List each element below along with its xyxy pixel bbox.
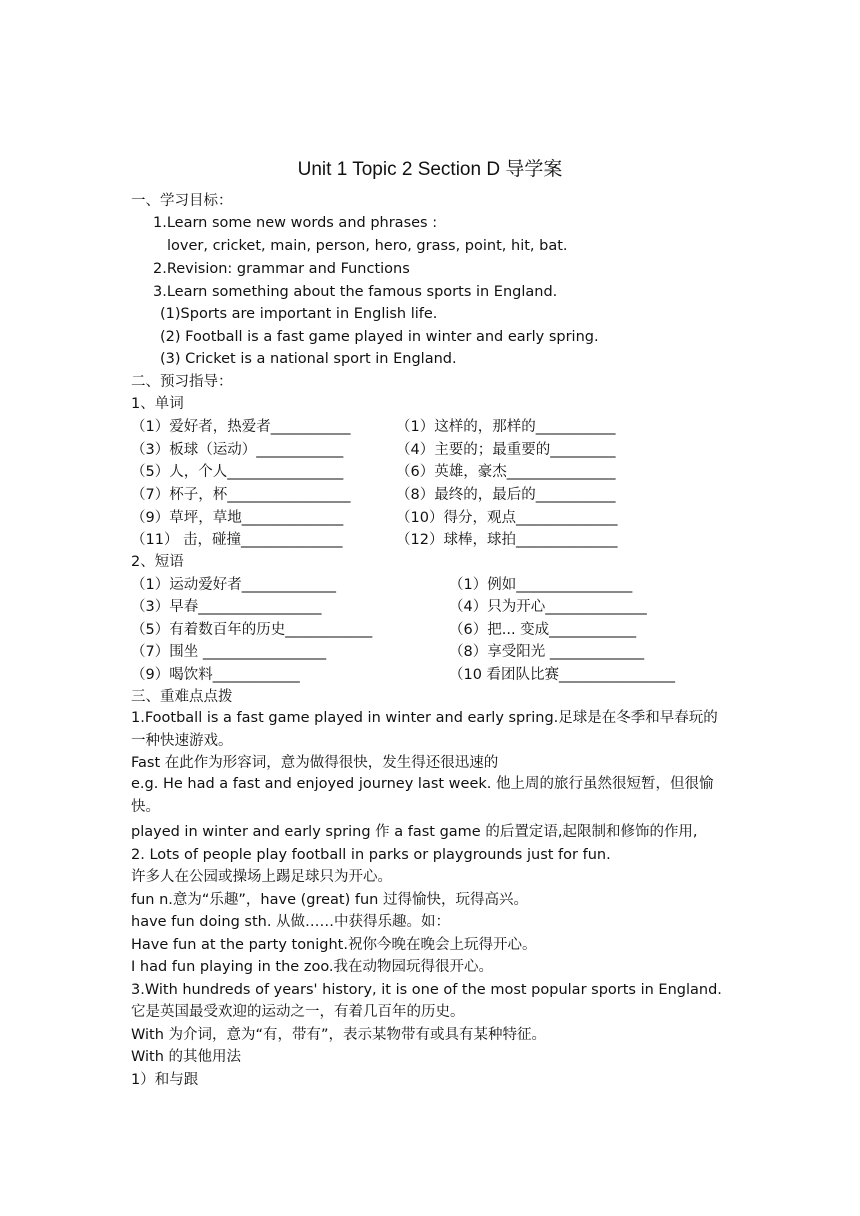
section-1-heading: 一、学习目标： xyxy=(131,193,233,209)
phrase-item: （1）例如________________ xyxy=(449,577,633,593)
vocab-heading: 1、单词 xyxy=(131,396,184,412)
vocab-item: （1）爱好者，热爱者___________ xyxy=(131,419,351,435)
point-3-with-note: With 为介词，意为“有，带有”，表示某物带有或具有某种特征。 xyxy=(131,1027,547,1043)
phrase-item: （1）运动爱好者_____________ xyxy=(131,577,336,593)
point-2: 2. Lots of people play football in parks or playgrounds just for fun. xyxy=(131,847,611,863)
vocab-item: （9）草坪，草地______________ xyxy=(131,510,344,526)
point-3-with-other-uses: With 的其他用法 xyxy=(131,1049,242,1065)
vocab-item: （10）得分，观点______________ xyxy=(396,510,618,526)
point-3: 3.With hundreds of years' history, it is one of the most popular sports in England. xyxy=(131,982,722,998)
vocab-item: （6）英雄，豪杰_______________ xyxy=(396,464,616,480)
vocab-item: （8）最终的，最后的___________ xyxy=(396,487,616,503)
phrase-item: （7）围坐 _________________ xyxy=(131,644,327,660)
point-1-example: e.g. He had a fast and enjoyed journey last week. 他上周的旅行虽然很短暂，但很愉快。 xyxy=(131,776,714,815)
phrase-item: （6）把... 变成____________ xyxy=(449,622,637,638)
vocab-item: （1）这样的，那样的___________ xyxy=(396,419,616,435)
phrase-heading: 2、短语 xyxy=(131,554,184,570)
point-2-translation: 许多人在公园或操场上踢足球只为开心。 xyxy=(131,869,392,885)
point-1: 1.Football is a fast game played in winter and early spring.足球是在冬季和早春玩的一种快速游戏。 xyxy=(131,710,718,749)
point-3-usage-1: 1）和与跟 xyxy=(131,1072,199,1088)
phrase-item: （8）享受阳光 _____________ xyxy=(449,644,645,660)
point-1-fast-note: Fast 在此作为形容词，意为做得很快，发生得还很迅速的 xyxy=(131,755,499,771)
vocab-item: （5）人，个人________________ xyxy=(131,464,344,480)
vocab-item: （11） 击，碰撞______________ xyxy=(131,532,343,548)
vocab-item: （3）板球（运动）____________ xyxy=(131,442,344,458)
objective-1-words: lover, cricket, main, person, hero, grass, point, hit, bat. xyxy=(167,238,568,254)
page-title: Unit 1 Topic 2 Section D 导学案 xyxy=(297,159,563,180)
point-2-fun-note: fun n.意为“乐趣”，have (great) fun 过得愉快，玩得高兴。 xyxy=(131,892,528,908)
vocab-item: （4）主要的；最重要的_________ xyxy=(396,442,616,458)
objective-3-sub-1: (1)Sports are important in English life. xyxy=(160,306,438,322)
phrase-item: （9）喝饮料____________ xyxy=(131,667,300,683)
vocab-item: （7）杯子，杯_________________ xyxy=(131,487,351,503)
objective-1: 1.Learn some new words and phrases : xyxy=(153,215,438,231)
phrase-item: （3）早春_________________ xyxy=(131,599,322,615)
vocab-item: （12）球棒，球拍______________ xyxy=(396,532,618,548)
objective-3-sub-3: (3) Cricket is a national sport in England. xyxy=(160,351,457,367)
objective-2: 2.Revision: grammar and Functions xyxy=(153,261,410,277)
point-2-phrase: have fun doing sth. 从做……中获得乐趣。如： xyxy=(131,914,451,930)
point-3-translation: 它是英国最受欢迎的运动之一，有着几百年的历史。 xyxy=(131,1004,465,1020)
section-3-heading: 三、重难点点拨 xyxy=(131,689,233,705)
phrase-item: （4）只为开心______________ xyxy=(449,599,647,615)
point-2-example-2: I had fun playing in the zoo.我在动物园玩得很开心。 xyxy=(131,959,494,975)
point-2-example-1: Have fun at the party tonight.祝你今晚在晚会上玩得开心。 xyxy=(131,937,537,953)
objective-3: 3.Learn something about the famous sports in England. xyxy=(153,284,558,300)
phrase-item: （5）有着数百年的历史____________ xyxy=(131,622,373,638)
phrase-item: （10 看团队比赛________________ xyxy=(449,667,676,683)
section-2-heading: 二、预习指导： xyxy=(131,374,233,390)
point-1-grammar-note: played in winter and early spring 作 a fast game 的后置定语,起限制和修饰的作用, xyxy=(131,824,698,840)
objective-3-sub-2: (2) Football is a fast game played in winter and early spring. xyxy=(160,329,599,345)
